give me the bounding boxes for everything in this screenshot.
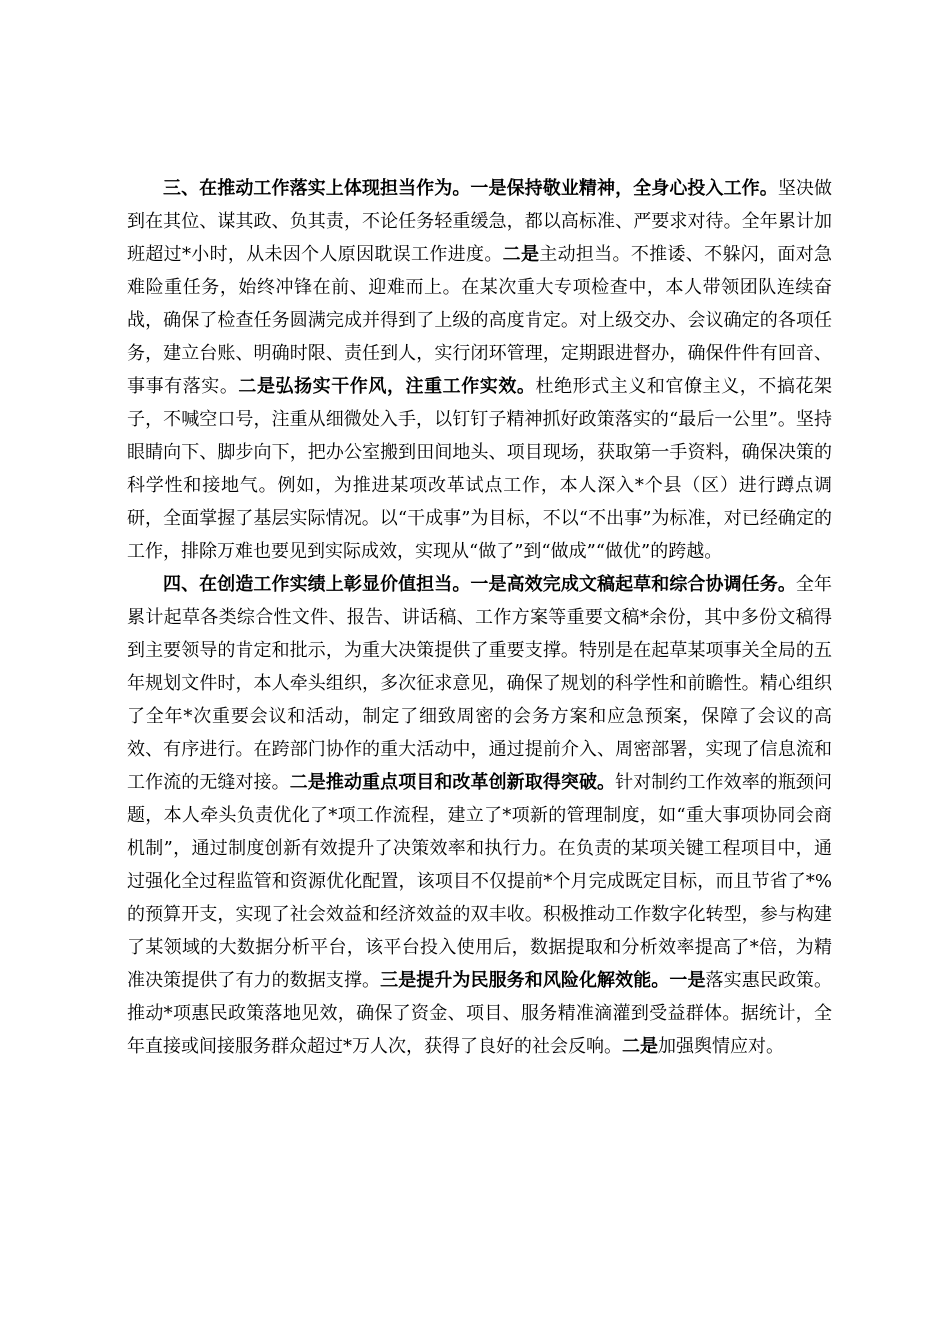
section-four-text-4: 加强舆情应对。 — [658, 1036, 784, 1057]
section-three-text-2: 主动担当。不推诿、不躲闪，面对急难险重任务，始终冲锋在前、迎难而上。在某次重大专项检查中，本人带领团队连续奋战，确保了检查任务圆满完成并得到了上级的高度肯定。对上级交办、会议确定的各项任务，建立台账、明确时限、责任到人，实行闭环管理，定期跟进督办，确保件件有回音、事事有落实。 — [127, 244, 833, 397]
section-three-text-1: 坚决做到在其位、谋其政、负其责，不论任务轻重缓急，都以高标准、严要求对待。全年累计加班超过*小时，从未因个人原因耽误工作进度。 — [127, 178, 833, 265]
paragraph-section-three — [127, 172, 832, 568]
section-four-text-3: 落实惠民政策。推动*项惠民政策落地见效，确保了资金、项目、服务精准滴灌到受益群体。据统计，全年直接或间接服务群众超过*万人次，获得了良好的社会反响。 — [127, 970, 833, 1057]
section-three-subheading: 二是弘扬实干作风，注重工作实效。 — [238, 376, 536, 397]
section-four-text-2: 针对制约工作效率的瓶颈问题，本人牵头负责优化了*项工作流程，建立了*项新的管理制度，如“重大事项协同会商机制”，通过制度创新有效提升了决策效率和执行力。在负责的某项关键工程项目中，通过强化全过程监管和资源优化配置，该项目不仅提前*个月完成既定目标，而且节省了*%的预算开支，实现了社会效益和经济效益的双丰收。积极推动工作数字化转型，参与构建了某领域的大数据分析平台，该平台投入使用后，数据提取和分析效率提高了*倍，为精准决策提供了有力的数据支撑。 — [127, 772, 833, 991]
section-four-subheading-3: 三是提升为民服务和风险化解效能。一是 — [380, 970, 706, 991]
document-body — [127, 172, 832, 1063]
section-four-subheading-2: 二是推动重点项目和改革创新取得突破。 — [289, 772, 616, 793]
section-three-heading: 三、在推动工作落实上体现担当作为。一是保持敬业精神，全身心投入工作。 — [163, 178, 778, 199]
section-four-point-label: 二是 — [622, 1036, 658, 1057]
paragraph-section-four — [127, 568, 832, 1063]
section-four-text-1: 全年累计起草各类综合性文件、报告、讲话稿、工作方案等重要文稿*余份，其中多份文稿得到主要领导的肯定和批示，为重大决策提供了重要支撑。特别是在起草某项事关全局的五年规划文件时，本人牵头组织，多次征求意见，确保了规划的科学性和前瞻性。精心组织了全年*次重要会议和活动，制定了细致周密的会务方案和应急预案，保障了会议的高效、有序进行。在跨部门协作的重大活动中，通过提前介入、周密部署，实现了信息流和工作流的无缝对接。 — [127, 574, 833, 793]
section-three-point-label: 二是 — [502, 244, 540, 265]
section-three-text-3: 杜绝形式主义和官僚主义，不搞花架子，不喊空口号，注重从细微处入手，以钉钉子精神抓好政策落实的“最后一公里”。坚持眼睛向下、脚步向下，把办公室搬到田间地头、项目现场，获取第一手资料，确保决策的科学性和接地气。例如，为推进某项改革试点工作，本人深入*个县（区）进行蹲点调研，全面掌握了基层实际情况。以“干成事”为目标，不以“不出事”为标准，对已经确定的工作，排除万难也要见到实际成效，实现从“做了”到“做成”“做优”的跨越。 — [127, 376, 833, 562]
section-four-heading: 四、在创造工作实绩上彰显价值担当。一是高效完成文稿起草和综合协调任务。 — [163, 574, 796, 595]
